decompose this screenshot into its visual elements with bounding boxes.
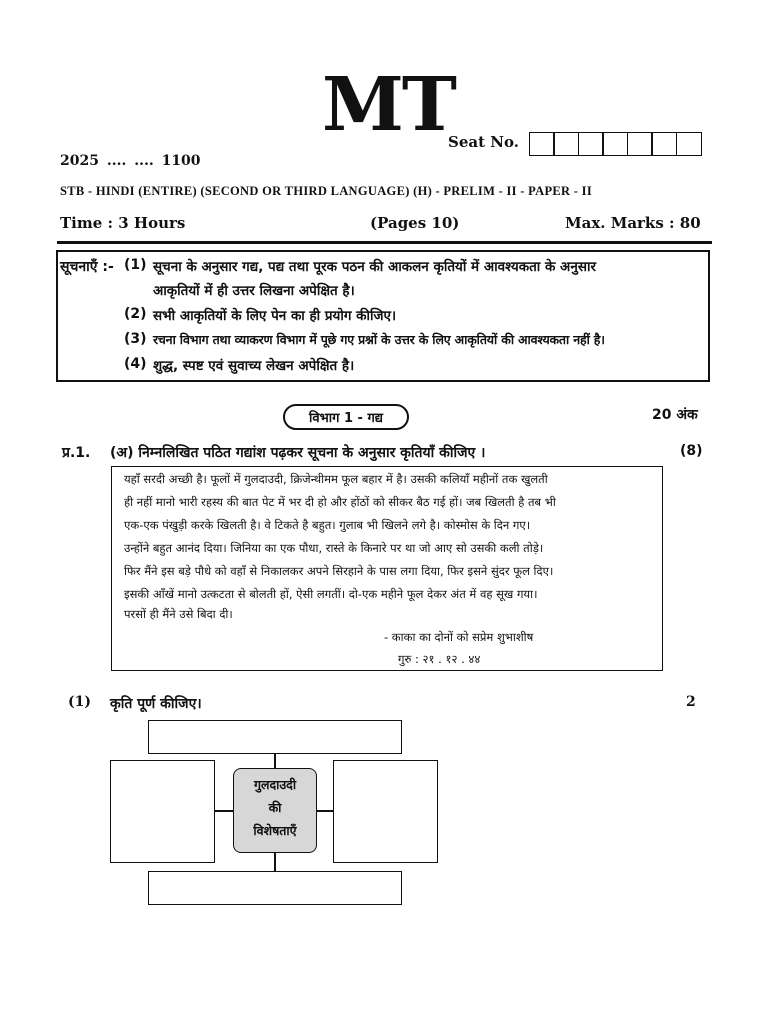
subquestion-text: कृति पूर्ण कीजिए। [110,696,202,712]
seat-box [651,132,677,156]
instruction-number: (1) [124,257,147,273]
question-text: (अ) निम्नलिखित पठित गद्यांश पढ़कर सूचना के अनुसार कृतियाँ कीजिए । [110,445,486,461]
seat-box [602,132,628,156]
subject-line: STB - HINDI (ENTIRE) (SECOND OR THIRD LANGUAGE) (H) - PRELIM - II - PAPER - II [60,184,592,198]
answer-box-left[interactable] [110,760,215,863]
instruction-number: (2) [124,306,147,322]
passage-line: एक-एक पंखुड़ी करके खिलती है। वे टिकते है बहुत। गुलाब भी खिलने लगे है। कोस्मोस के दिन गए। [124,518,531,532]
section-title: विभाग 1 - गद्य [283,404,409,430]
subquestion-marks: 2 [686,694,696,710]
connector-line [214,810,234,812]
passage-line: उन्होंने बहुत आनंद दिया। जिनिया का एक पौधा, रास्ते के किनारे पर था जो आए सो उसकी कली तोड़े। [124,541,544,555]
instruction-text: आकृतियों में ही उत्तर लिखना अपेक्षित है। [153,283,355,299]
instruction-text: सभी आकृतियों के लिए पेन का ही प्रयोग कीजिए। [153,308,397,324]
question-number: प्र.1. [62,445,91,461]
instructions-label: सूचनाएँ :- [60,259,114,275]
header-divider [57,241,712,244]
passage-line: फिर मैंने इस बड़े पौधे को वहाँ से निकालकर अपने सिरहाने के पास लगा दिया, फिर इसने सुंदर फूल दिए। [124,564,554,578]
seat-box [553,132,579,156]
center-node-line: की [268,800,282,815]
passage-line: ही नहीं मानो भारी रहस्य की बात पेट में भर दी हो और होंठों को सीकर बैठ गई हों। जब खिलती है तब भी [124,495,556,509]
connector-line [316,810,334,812]
instruction-text: सूचना के अनुसार गद्य, पद्य तथा पूरक पठन की आकलन कृतियों में आवश्यकता के अनुसार [153,259,596,275]
seat-box [627,132,653,156]
center-node-line: विशेषताएँ [253,823,297,838]
seat-box [676,132,702,156]
passage-line: इसकी आँखें मानो उत्कटता से बोलती हों, ऐसी लगतीं। दो-एक महीने फूल देकर अंत में वह सूख गया। [124,587,538,601]
seat-number-label: Seat No. [448,133,519,151]
seat-number-boxes [530,132,702,156]
time-allowed: Time : 3 Hours [60,214,186,232]
section-marks: 20 अंक [652,407,698,423]
max-marks: Max. Marks : 80 [565,214,701,232]
seat-box [578,132,604,156]
passage-line: परसों ही मैंने उसे बिदा दी। [124,607,233,621]
passage-date: गुरु : २१ . १२ . ४४ [398,652,481,666]
connector-line [274,852,276,872]
answer-box-bottom[interactable] [148,871,402,905]
answer-box-top[interactable] [148,720,402,754]
passage-line: यहाँ सरदी अच्छी है। फूलों में गुलदाउदी, क्रिजेन्थीमम फूल बहार में है। उसकी कलियाँ महीनों तक खुलती [124,472,548,486]
instruction-number: (3) [124,331,147,347]
page-count: (Pages 10) [370,214,460,232]
answer-box-right[interactable] [333,760,438,863]
instruction-text: रचना विभाग तथा व्याकरण विभाग में पूछे गए प्रश्नों के उत्तर के लिए आकृतियों की आवश्यकता नहीं है। [153,332,605,347]
instruction-number: (4) [124,356,147,372]
diagram-center-node [233,768,317,853]
connector-line [274,753,276,769]
center-node-line: गुलदाउदी [253,777,297,792]
paper-code: 2025 .... .... 1100 [60,153,201,169]
subquestion-number: (1) [68,694,91,710]
instruction-text: शुद्ध, स्पष्ट एवं सुवाच्य लेखन अपेक्षित है। [153,358,355,374]
passage-signature: - काका का दोनों को सप्रेम शुभाशीष [384,630,534,644]
question-marks: (8) [680,443,703,459]
logo: MT [322,62,455,148]
seat-box [529,132,555,156]
